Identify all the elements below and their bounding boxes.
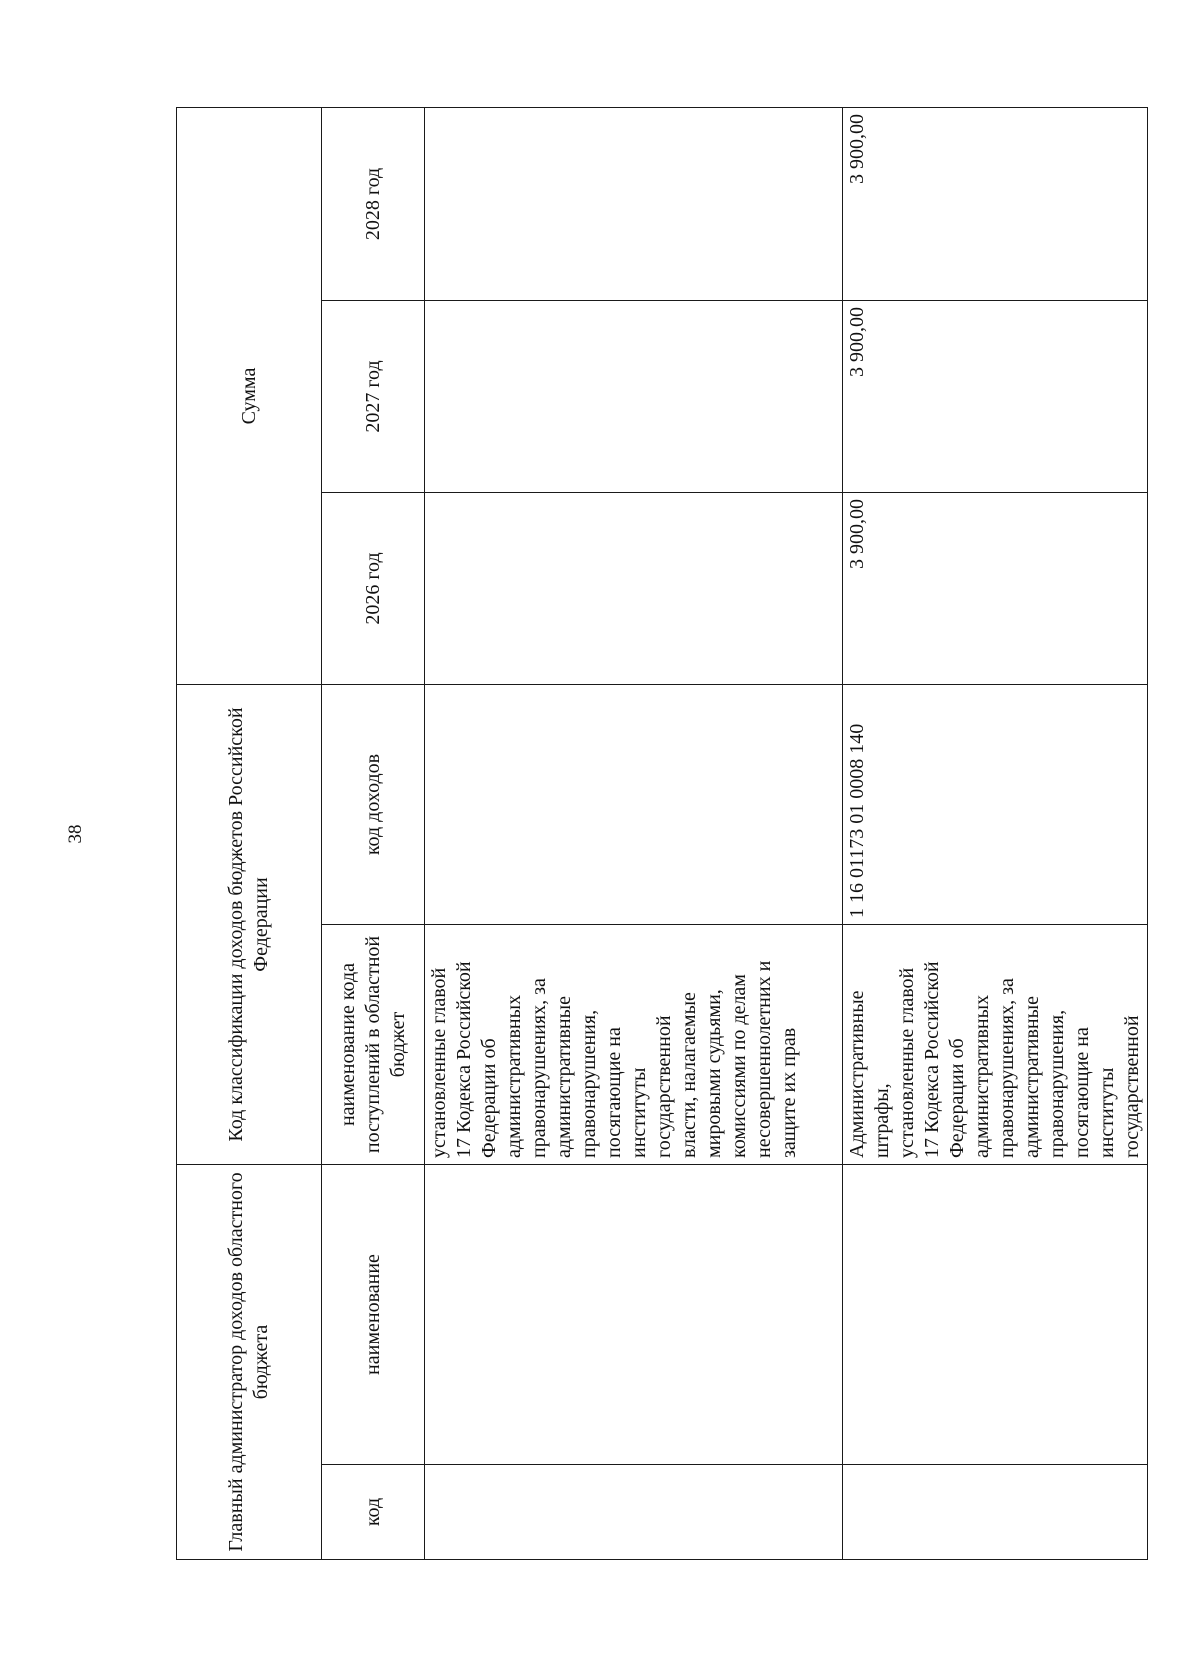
text-line: 17 Кодекса Российской <box>453 961 475 1158</box>
text-line: правонарушения, <box>578 1009 600 1158</box>
header-year-2027: 2027 год <box>322 301 425 493</box>
text-line: установленные главой <box>428 967 450 1158</box>
cell-sum-2027: 3 900,00 <box>843 301 1148 493</box>
text-line: посягающие на <box>603 1027 625 1158</box>
text-line: посягающие на <box>1071 1027 1093 1158</box>
text-line: Федерации об <box>946 1038 968 1158</box>
text-line: Федерации об <box>478 1038 500 1158</box>
cell-sum-2028 <box>425 107 843 300</box>
text-line: власти, налагаемые <box>678 992 700 1158</box>
cell-admin-code <box>843 1465 1148 1560</box>
cell-revenue-code: 1 16 01173 01 0008 140 <box>843 685 1148 925</box>
text-line: мировыми судьями, <box>703 989 725 1158</box>
header-admin-group: Главный администратор доходов областного бюджета <box>177 1165 322 1560</box>
header-year-2026: 2026 год <box>322 493 425 685</box>
cell-admin-code <box>425 1465 843 1560</box>
cell-revenue-code <box>425 685 843 925</box>
table-frame <box>176 108 1143 1560</box>
text-line: административных <box>971 994 993 1158</box>
text-line: административные <box>553 996 575 1158</box>
text-line: государственной <box>653 1015 675 1158</box>
page-number: 38 <box>65 824 86 844</box>
text-line: правонарушениях, за <box>528 978 550 1158</box>
text-line: правонарушения, <box>1046 1009 1068 1158</box>
text-line: несовершеннолетних и <box>753 960 775 1158</box>
cell-sum-2027 <box>425 301 843 493</box>
text-line: административные <box>1021 996 1043 1158</box>
text-line: институты <box>1096 1067 1118 1158</box>
header-revenue-code: код доходов <box>322 685 425 925</box>
header-classification-group: Код классификации доходов бюджетов Российской Федерации <box>177 685 322 1165</box>
header-admin-name: наименование <box>322 1165 425 1465</box>
text-line: институты <box>628 1067 650 1158</box>
table-row <box>425 107 843 1559</box>
text-line: установленные главой <box>896 967 918 1158</box>
landscape-table-container <box>176 108 1143 1560</box>
text-line: защите их прав <box>778 1027 800 1158</box>
cell-revenue-name <box>425 925 843 1165</box>
text-line: комиссиями по делам <box>728 974 750 1158</box>
cell-sum-2026: 3 900,00 <box>843 493 1148 685</box>
header-admin-code: код <box>322 1465 425 1560</box>
header-revenue-name: наименование кода поступлений в областной бюджет <box>322 925 425 1165</box>
table-row <box>843 107 1148 1559</box>
header-year-2028: 2028 год <box>322 107 425 300</box>
text-line: Административные <box>846 990 868 1158</box>
cell-admin-name <box>843 1165 1148 1465</box>
text-line: правонарушениях, за <box>996 978 1018 1158</box>
cell-sum-2026 <box>425 493 843 685</box>
budget-revenue-table <box>176 107 1148 1560</box>
cell-revenue-name <box>843 925 1148 1165</box>
text-line: штрафы, <box>871 1083 893 1158</box>
text-line: государственной <box>1121 1015 1143 1158</box>
header-sum-group: Сумма <box>177 107 322 684</box>
cell-admin-name <box>425 1165 843 1465</box>
text-line: административных <box>503 994 525 1158</box>
cell-sum-2028: 3 900,00 <box>843 107 1148 300</box>
text-line: 17 Кодекса Российской <box>921 961 943 1158</box>
